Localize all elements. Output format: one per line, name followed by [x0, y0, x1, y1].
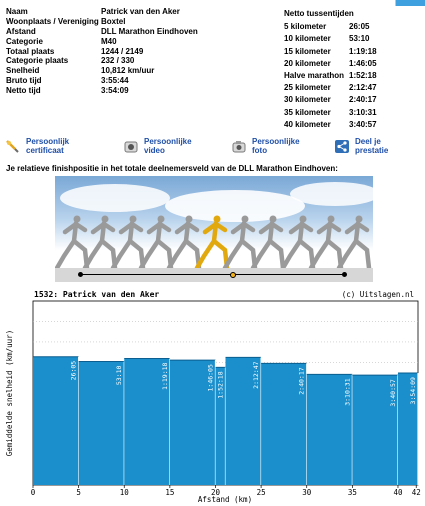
split-time-label: 1:46:05: [206, 364, 215, 392]
share-icon: [335, 140, 349, 153]
split-times: [284, 8, 377, 131]
y-axis-label: Gemiddelde snelheid (km/uur): [5, 329, 14, 457]
info-row: Woonplaats / Vereniging Boxtel: [6, 16, 126, 26]
x-tick-label: 25: [256, 488, 266, 497]
camera-icon: [232, 140, 246, 153]
split-row: 35 kilometer 3:10:31: [284, 107, 377, 117]
runner-figure: [141, 216, 171, 269]
info-row: Snelheid 10,812 km/uur: [6, 66, 155, 76]
x-tick-label: 10: [119, 488, 129, 497]
end-marker: [342, 272, 347, 277]
x-tick-label: 20: [210, 488, 221, 497]
split-row: 25 kilometer 2:12:47: [284, 83, 377, 93]
runner-figure: [169, 216, 199, 269]
runner-figure: [225, 216, 255, 269]
action-bar: Persoonlijk certificaat Persoonlijke video Persoonlijke foto Deel je prestatie: [6, 138, 425, 162]
x-tick-label: 42: [411, 488, 421, 497]
start-marker: [78, 272, 83, 277]
split-time-label: 1:19:18: [160, 362, 169, 390]
finish-position-text: Je relatieve finishpositie in het totale deelnemersveld van de DLL Marathon Eindhoven:: [6, 164, 338, 173]
split-time-label: 3:10:31: [343, 378, 352, 406]
info-row: Afstand DLL Marathon Eindhoven: [6, 26, 198, 36]
position-line: [80, 274, 344, 275]
x-tick-label: 0: [30, 488, 36, 497]
position-track: [55, 268, 373, 282]
certificate-icon: [6, 140, 20, 153]
runner-figure: [57, 216, 87, 269]
split-row: 15 kilometer 1:19:18: [284, 46, 377, 56]
x-axis-label: Afstand (km): [197, 495, 253, 504]
split-time-label: 3:40:57: [388, 379, 397, 407]
info-row: Categorie plaats 232 / 330: [6, 56, 135, 66]
runner-figure: [253, 216, 283, 269]
runner-info: [6, 7, 198, 96]
split-time-label: 26:05: [69, 360, 78, 381]
info-row: Totaal plaats 1244 / 2149: [6, 46, 144, 56]
speed-chart: [0, 286, 425, 506]
split-time-label: 1:52:18: [216, 371, 225, 399]
video-icon: [124, 140, 138, 153]
info-row: Categorie M40: [6, 36, 117, 46]
split-time-label: 53:10: [115, 365, 124, 386]
runner-figure: [311, 216, 341, 269]
split-row: 20 kilometer 1:46:05: [284, 58, 377, 68]
split-row: 5 kilometer 26:05: [284, 22, 370, 32]
info-row: Naam Patrick van den Aker: [6, 7, 180, 16]
split-row: 10 kilometer 53:10: [284, 34, 370, 44]
my-runner-figure: [197, 216, 227, 269]
split-time-label: 2:12:47: [252, 361, 261, 389]
finish-position-graphic: [55, 176, 373, 282]
x-tick-label: 35: [347, 488, 357, 497]
split-time-label: 3:54:09: [409, 377, 417, 405]
x-tick-label: 30: [302, 488, 312, 497]
chart-title: 1532: Patrick van den Aker: [34, 290, 160, 299]
runner-figure: [283, 216, 313, 269]
split-row: 40 kilometer 3:40:57: [284, 119, 377, 129]
split-row: 30 kilometer 2:40:17: [284, 95, 377, 105]
x-tick-label: 40: [393, 488, 403, 497]
info-row: Netto tijd 3:54:09: [6, 86, 129, 96]
split-times-header: Netto tussentijden: [284, 9, 354, 18]
split-row: Halve marathon 1:52:18: [284, 70, 377, 80]
x-tick-label: 5: [76, 488, 81, 497]
x-tick-label: 15: [165, 488, 175, 497]
top-border: [0, 0, 425, 6]
chart-source: (c) Uitslagen.nl: [341, 290, 414, 299]
runner-figure: [113, 216, 143, 269]
split-time-label: 2:40:17: [297, 367, 306, 395]
runners-illustration: [55, 176, 373, 282]
info-row: Bruto tijd 3:55:44: [6, 76, 129, 86]
runner-figure: [85, 216, 115, 269]
runner-figure: [339, 216, 369, 269]
